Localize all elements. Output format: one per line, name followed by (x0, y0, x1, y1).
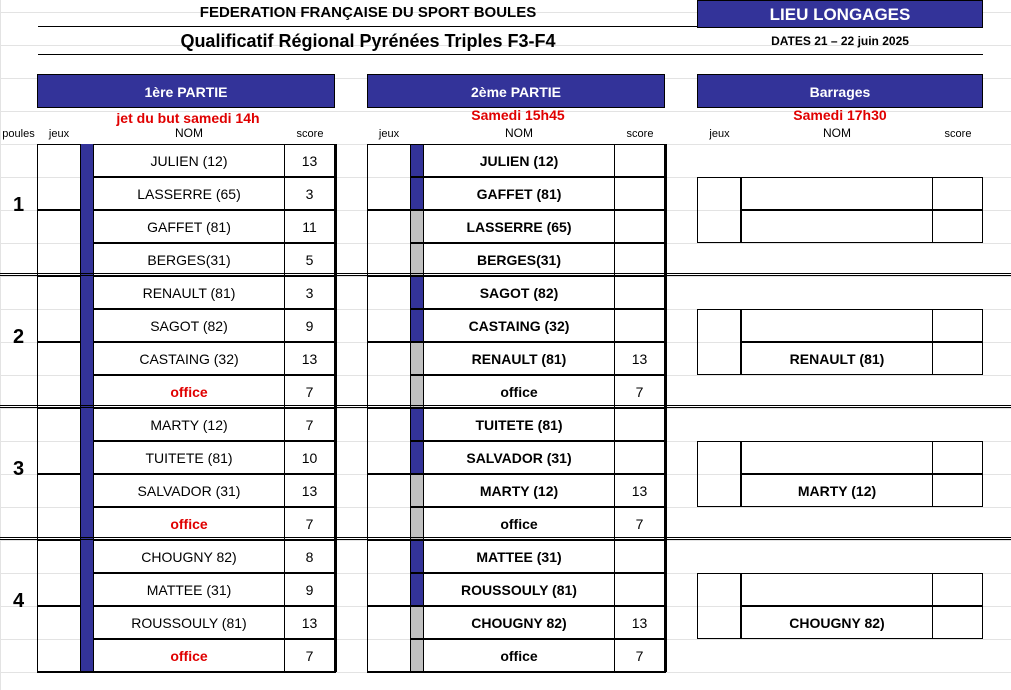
jeux-cell-p2[interactable] (367, 408, 411, 474)
team-name-p2: JULIEN (12) (423, 144, 615, 177)
team-name-p1: ROUSSOULY (81) (93, 606, 285, 639)
jeux-cell-p2[interactable] (367, 342, 411, 408)
table-border (367, 671, 666, 673)
team-name-p1: office (93, 375, 285, 408)
team-name-p2: office (423, 375, 615, 408)
score-cell-p1[interactable]: 10 (284, 441, 335, 474)
jeux-cell-barrage[interactable] (697, 177, 741, 243)
header-divider (38, 26, 698, 27)
jeux-cell-p2[interactable] (367, 144, 411, 210)
score-cell-p2[interactable] (614, 210, 665, 243)
score-cell-p1[interactable]: 9 (284, 309, 335, 342)
barrage-team-name (741, 177, 933, 210)
team-bar (411, 144, 423, 177)
team-bar (411, 507, 423, 540)
barrage-team-name (741, 441, 933, 474)
team-name-p1: LASSERRE (65) (93, 177, 285, 210)
team-bar (81, 540, 93, 672)
score-cell-p2[interactable] (614, 573, 665, 606)
partie1-header: 1ère PARTIE (37, 74, 335, 108)
team-bar (411, 243, 423, 276)
score-cell-p1[interactable]: 3 (284, 276, 335, 309)
barrage-team-name: MARTY (12) (741, 474, 933, 507)
score-cell-p1[interactable]: 13 (284, 474, 335, 507)
barrage-score-cell[interactable] (932, 606, 983, 639)
team-bar (411, 474, 423, 507)
team-name-p2: LASSERRE (65) (423, 210, 615, 243)
score-cell-p2[interactable] (614, 177, 665, 210)
team-name-p2: SAGOT (82) (423, 276, 615, 309)
partie2-time: Samedi 15h45 (471, 107, 565, 123)
score-cell-p2[interactable] (614, 408, 665, 441)
score-cell-p1[interactable]: 5 (284, 243, 335, 276)
jeux-cell-p1[interactable] (37, 144, 81, 210)
jeux-cell-p1[interactable] (37, 276, 81, 342)
score-cell-p2[interactable] (614, 144, 665, 177)
team-bar (411, 441, 423, 474)
col-score-barrage: score (944, 128, 972, 140)
team-name-p1: JULIEN (12) (93, 144, 285, 177)
col-poules: poules (2, 128, 35, 140)
team-bar (411, 177, 423, 210)
col-nom-p2: NOM (505, 126, 533, 140)
col-score-p1: score (296, 128, 324, 140)
score-cell-p1[interactable]: 7 (284, 639, 335, 672)
team-name-p1: RENAULT (81) (93, 276, 285, 309)
score-cell-p2[interactable]: 13 (614, 474, 665, 507)
team-bar (411, 540, 423, 573)
col-nom-barrage: NOM (823, 126, 851, 140)
score-cell-p2[interactable]: 7 (614, 507, 665, 540)
poule-number: 4 (12, 590, 25, 612)
col-nom-p1: NOM (175, 126, 203, 140)
score-cell-p2[interactable] (614, 540, 665, 573)
team-name-p1: CASTAING (32) (93, 342, 285, 375)
team-name-p1: TUITETE (81) (93, 441, 285, 474)
score-cell-p2[interactable]: 7 (614, 639, 665, 672)
jeux-cell-p2[interactable] (367, 276, 411, 342)
jeux-cell-p2[interactable] (367, 540, 411, 606)
jeux-cell-p1[interactable] (37, 408, 81, 474)
team-bar (81, 276, 93, 408)
jeux-cell-p1[interactable] (37, 342, 81, 408)
barrage-team-name: RENAULT (81) (741, 342, 933, 375)
barrage-score-cell[interactable] (932, 474, 983, 507)
team-bar (411, 606, 423, 639)
score-cell-p1[interactable]: 13 (284, 144, 335, 177)
barrage-team-name: CHOUGNY 82) (741, 606, 933, 639)
team-name-p1: BERGES(31) (93, 243, 285, 276)
lieu-badge: LIEU LONGAGES (697, 0, 983, 28)
team-name-p2: CHOUGNY 82) (423, 606, 615, 639)
team-name-p2: office (423, 507, 615, 540)
team-name-p2: TUITETE (81) (423, 408, 615, 441)
team-bar (411, 375, 423, 408)
score-cell-p2[interactable]: 7 (614, 375, 665, 408)
team-bar (411, 309, 423, 342)
team-name-p1: SAGOT (82) (93, 309, 285, 342)
table-border (335, 144, 337, 672)
dates-label: DATES 21 – 22 juin 2025 (771, 34, 909, 48)
poule-number: 1 (12, 194, 25, 216)
col-jeux-barrage: jeux (709, 128, 730, 140)
score-cell-p2[interactable] (614, 309, 665, 342)
score-cell-p1[interactable]: 7 (284, 507, 335, 540)
team-bar (411, 639, 423, 672)
team-name-p1: MARTY (12) (93, 408, 285, 441)
barrage-score-cell[interactable] (932, 441, 983, 474)
jeux-cell-p2[interactable] (367, 474, 411, 540)
barrage-score-cell[interactable] (932, 342, 983, 375)
barrage-team-name (741, 210, 933, 243)
col-jeux-p2: jeux (378, 128, 400, 140)
team-name-p2: MARTY (12) (423, 474, 615, 507)
barrage-team-name (741, 309, 933, 342)
poule-separator (0, 273, 1011, 274)
team-name-p2: office (423, 639, 615, 672)
team-name-p1: office (93, 507, 285, 540)
jeux-cell-barrage[interactable] (697, 573, 741, 639)
barrage-score-cell[interactable] (932, 177, 983, 210)
table-border (665, 144, 667, 672)
score-cell-p1[interactable]: 7 (284, 375, 335, 408)
score-cell-p1[interactable]: 3 (284, 177, 335, 210)
federation-title: FEDERATION FRANÇAISE DU SPORT BOULES (199, 4, 537, 21)
jeux-cell-p1[interactable] (37, 540, 81, 606)
score-cell-p2[interactable]: 13 (614, 342, 665, 375)
team-name-p1: MATTEE (31) (93, 573, 285, 606)
barrages-header: Barrages (697, 74, 983, 108)
team-name-p2: RENAULT (81) (423, 342, 615, 375)
jeux-cell-p1[interactable] (37, 210, 81, 276)
team-name-p2: CASTAING (32) (423, 309, 615, 342)
team-bar (411, 408, 423, 441)
jeux-cell-p1[interactable] (37, 474, 81, 540)
score-cell-p1[interactable]: 13 (284, 342, 335, 375)
team-name-p2: MATTEE (31) (423, 540, 615, 573)
score-cell-p2[interactable]: 13 (614, 606, 665, 639)
col-jeux-p1: jeux (48, 128, 70, 140)
team-bar (81, 408, 93, 540)
team-bar (411, 210, 423, 243)
jeux-cell-p2[interactable] (367, 606, 411, 672)
poule-number: 3 (12, 458, 25, 480)
header-divider-2 (38, 54, 983, 55)
col-score-p2: score (626, 128, 654, 140)
jeux-cell-barrage[interactable] (697, 309, 741, 375)
team-name-p1: SALVADOR (31) (93, 474, 285, 507)
team-name-p1: office (93, 639, 285, 672)
team-name-p2: BERGES(31) (423, 243, 615, 276)
team-bar (411, 342, 423, 375)
poule-separator (0, 405, 1011, 406)
barrages-time: Samedi 17h30 (793, 107, 887, 123)
poule-separator (0, 537, 1011, 538)
score-cell-p2[interactable] (614, 441, 665, 474)
table-border (37, 671, 336, 673)
barrage-score-cell[interactable] (932, 309, 983, 342)
team-name-p2: SALVADOR (31) (423, 441, 615, 474)
partie1-time: jet du but samedi 14h (116, 110, 260, 126)
team-name-p2: GAFFET (81) (423, 177, 615, 210)
barrage-score-cell[interactable] (932, 210, 983, 243)
team-bar (411, 276, 423, 309)
poule-number: 2 (12, 326, 25, 348)
partie2-header: 2ème PARTIE (367, 74, 665, 108)
jeux-cell-p1[interactable] (37, 606, 81, 672)
barrage-score-cell[interactable] (932, 573, 983, 606)
team-name-p2: ROUSSOULY (81) (423, 573, 615, 606)
score-cell-p1[interactable]: 8 (284, 540, 335, 573)
team-name-p1: GAFFET (81) (93, 210, 285, 243)
team-bar (81, 144, 93, 276)
competition-title: Qualificatif Régional Pyrénées Triples F3-F4 (180, 31, 556, 51)
score-cell-p1[interactable]: 9 (284, 573, 335, 606)
jeux-cell-p2[interactable] (367, 210, 411, 276)
score-cell-p1[interactable]: 11 (284, 210, 335, 243)
team-bar (411, 573, 423, 606)
score-cell-p1[interactable]: 13 (284, 606, 335, 639)
score-cell-p1[interactable]: 7 (284, 408, 335, 441)
jeux-cell-barrage[interactable] (697, 441, 741, 507)
score-cell-p2[interactable] (614, 276, 665, 309)
score-cell-p2[interactable] (614, 243, 665, 276)
barrage-team-name (741, 573, 933, 606)
team-name-p1: CHOUGNY 82) (93, 540, 285, 573)
